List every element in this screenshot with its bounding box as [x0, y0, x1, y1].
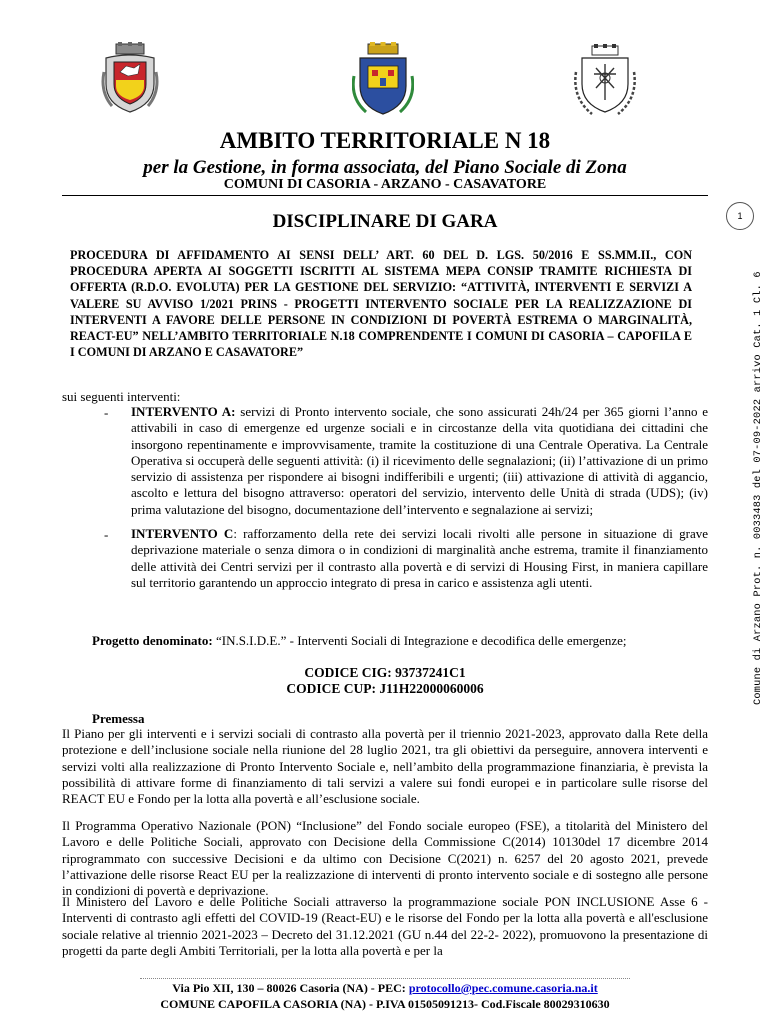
casoria-crest-icon	[100, 42, 160, 114]
intervention-c-label: INTERVENTO C	[131, 526, 234, 541]
interventions-intro: sui seguenti interventi:	[62, 389, 181, 404]
header-subtitle: per la Gestione, in forma associata, del Piano Sociale di Zona	[143, 157, 627, 178]
premessa-paragraph-3: Il Ministero del Lavoro e delle Politiche Sociali attraverso la programmazione sociale PON INCLUSIONE Asse 6 - Interventi di contrasto agli effetti del COVID-19 (React-EU) e le risorse del Fondo per la lotta alla povertà e all'esclusione sociale relative al triennio 2021-2023 – Decreto del 31.12.2021 (GU n.44 del 22-2- 2022), promuovono la presentazione di progetti da parte degli Ambiti Territoriali, per la lotta alla povertà e per la	[62, 894, 708, 958]
intervention-c-text: : rafforzamento della rete dei servizi locali rivolti alle persone in situazione di grave deprivazione materiale o senza dimora o in condizioni di marginalità anche estrema, tramite il finanziamento delle attività dei Centri servizi per il contrasto alla povertà e di servizi di Housing First, in maniera capillare sul territorio garantendo un approccio integrato di presa in carico e assistenza agli utenti.	[131, 526, 709, 590]
intervention-c-bullet: -	[104, 527, 109, 542]
code-cig: CODICE CIG: 93737241C1	[304, 665, 466, 680]
arzano-crest-icon	[352, 42, 414, 118]
project-line	[92, 633, 627, 649]
page-number-badge: 1	[726, 202, 754, 230]
premessa-paragraph-2: Il Programma Operativo Nazionale (PON) “Inclusione” del Fondo sociale europeo (FSE), a titolarità del Ministero del Lavoro e delle Politiche Sociali, approvato con Decisione della Commissione C(2014) 10130del 17 dicembre 2014 riprogrammato con successive Decisioni e da ultimo con Decisione C(2021) n. 6257 del 20 agosto 2021, prevede l’attivazione delle risorse React EU per la realizzazione di interventi di pronto intervento sociale e di sostegno alle persone in condizioni di povertà e deprivazione.	[62, 818, 708, 899]
footer-divider	[140, 978, 630, 979]
header-title: AMBITO TERRITORIALE N 18	[219, 128, 551, 153]
casavatore-crest-icon	[572, 44, 638, 118]
intervention-a-bullet: -	[104, 405, 109, 420]
protocol-stamp: Comune di Arzano Prot. n. 0033483 del 07-09-2022 arrivo Cat. 1 Cl. 6	[752, 271, 764, 705]
footer-address: Via Pio XII, 130 – 80026 Casoria (NA) - PEC:	[172, 981, 409, 995]
intervention-c	[131, 526, 708, 591]
intervention-a-text: servizi di Pronto intervento sociale, che sono assicurati 24h/24 per 365 giorni l’anno e attivabili in caso di emergenze ed urgenze sociali e in circostanze della vita quotidiana dei cittadini che insorgono repentinamente e improvvisamente, tramite la costituzione di una Centrale Operativa. La Centrale Operativa si occuperà delle seguenti attività: (i) il ricevimento delle segnalazioni; (ii) l’attivazione di un primo servizio di assistenza per rispondere ai bisogni indifferibili e urgenti; (iii) attivazione di attività di aggancio, ascolto e lettura del bisogno attraverso: operatori del servizio, intervento delle Unità di strada (UDS); (iv) prima valutazione del bisogno, documentazione dell’intervento e segnalazione ai servizi;	[131, 404, 709, 517]
project-label: Progetto denominato:	[92, 633, 213, 648]
footer-pec-link[interactable]: protocollo@pec.comune.casoria.na.it	[408, 981, 598, 995]
procedure-text: PROCEDURA DI AFFIDAMENTO AI SENSI DELL’ ART. 60 DEL D. LGS. 50/2016 E SS.MM.II., CON PROCEDURA APERTA AI SOGGETTI ISCRITTI AL SISTEMA MEPA CONSIP TRAMITE RICHIESTA DI OFFERTA (R.D.O. EVOLUTA) PER LA GESTIONE DEL SERVIZIO: “ATTIVITÀ, INTERVENTI E SERVIZI A VALERE SU AVVISO 1/2021 PRINS - PROGETTI INTERVENTO SOCIALE PER LA REALIZZAZIONE DI INTERVENTI A FAVORE DELLE PERSONE IN CONDIZIONI DI POVERTÀ ESTREMA O MARGINALITÀ, REACT-EU” NELL’AMBITO TERRITORIALE N.18 COMPRENDENTE I COMUNI DI CASORIA – CAPOFILA E I COMUNI DI ARZANO E CASAVATORE”	[70, 248, 692, 360]
code-cup: CODICE CUP: J11H22000060006	[286, 681, 484, 696]
footer-capofila: COMUNE CAPOFILA CASORIA (NA) - P.IVA 01505091213- Cod.Fiscale 80029310630	[160, 997, 610, 1011]
intervention-a-label: INTERVENTO A:	[131, 404, 236, 419]
footer-address-line	[0, 981, 770, 996]
doc-title: DISCIPLINARE DI GARA	[272, 211, 498, 232]
header-municipalities: COMUNI DI CASORIA - ARZANO - CASAVATORE	[223, 177, 547, 192]
intervention-a	[131, 404, 708, 518]
premessa-paragraph-1: Il Piano per gli interventi e i servizi sociali di contrasto alla povertà per il triennio 2021-2023, approvato dalla Rete della protezione e dell’inclusione sociale nella riunione del 28 luglio 2021, tra gli obiettivi da perseguire, annovera interventi e servizi volti alla realizzazione di Pronto Intervento Sociale e, nell’ambito della programmazione finanziaria, è prevista la possibilità di attivare forme di finanziamento di tali servizi a valere sui fondi europei e in particolare sulle risorse del REACT EU e Fondo per la lotta alla povertà e all’esclusione sociale.	[62, 726, 708, 807]
premessa-heading: Premessa	[92, 711, 145, 726]
project-text: “IN.S.I.D.E.” - Interventi Sociali di Integrazione e decodifica delle emergenze;	[212, 633, 627, 648]
header-divider	[62, 195, 708, 196]
